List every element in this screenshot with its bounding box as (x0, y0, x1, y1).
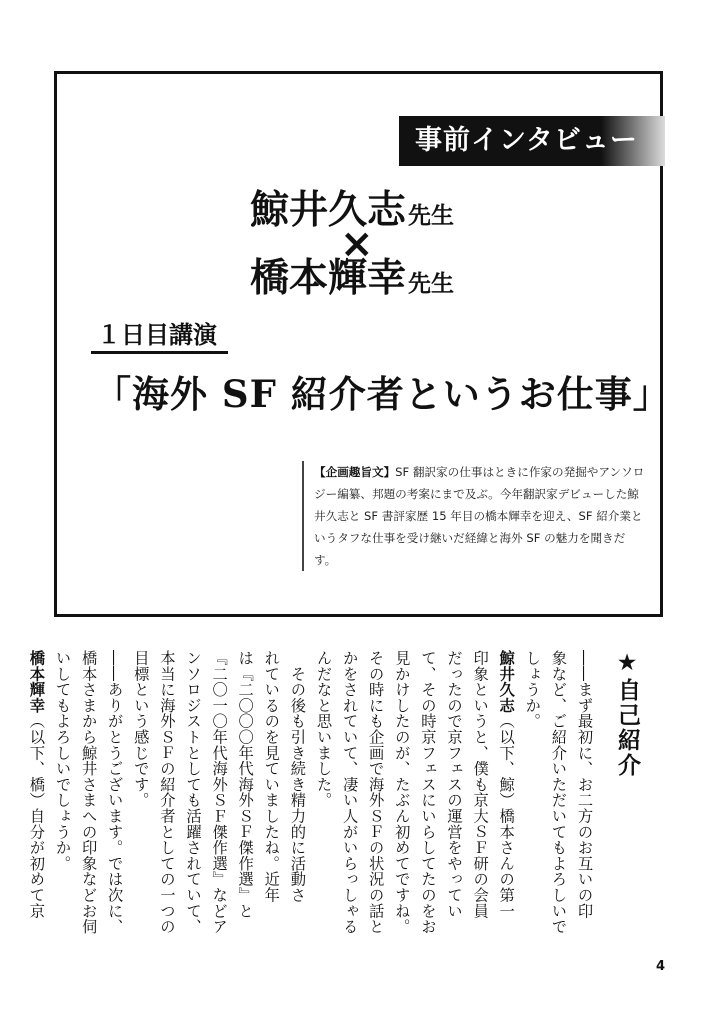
text-line: （以下、橋）自分が初めて京 (27, 713, 46, 919)
text-column (50, 650, 74, 930)
text-line: 本当に海外ＳＦの紹介者としての一つの (157, 650, 176, 935)
text-line: だったので京フェスの運営をやってい (445, 650, 463, 919)
text-column (259, 650, 283, 930)
section-heading: ★自己紹介 (614, 650, 640, 778)
guest-name-2 (250, 256, 454, 307)
text-column (102, 650, 126, 935)
text-line: かをされていて、凄い人がいらっしゃる (340, 650, 359, 935)
text-column (442, 650, 466, 930)
page-number: 4 (656, 959, 666, 974)
text-line: 目標という感じです。 (131, 650, 150, 808)
guest-1-name: 鯨井久志 (250, 188, 407, 233)
text-column (572, 650, 596, 930)
text-line: 橋本さまから鯨井さまへの印象などお伺 (79, 650, 98, 935)
speaker-name: 橋本輝幸 (27, 650, 46, 714)
text-line: 『二〇一〇年代海外ＳＦ傑作選』などア (210, 650, 229, 935)
interview-banner: 事前インタビュー (399, 116, 665, 166)
text-line: れているのを見ていましたね。近年 (262, 650, 281, 903)
text-line: て、その時京フェスにいらしてたのをお (418, 650, 437, 935)
text-column (181, 650, 205, 935)
text-column (76, 650, 100, 935)
text-column (520, 650, 544, 930)
guest-2-name: 橋本輝幸 (250, 256, 407, 301)
text-column (311, 650, 335, 930)
abstract-label: 【企画趣旨文】 (314, 465, 396, 479)
text-column (494, 650, 518, 930)
text-column (285, 650, 309, 930)
text-line: いしてもよろしいでしょうか。 (53, 650, 72, 872)
guest-1-honorific: 先生 (408, 203, 455, 229)
text-line: しょうか。 (523, 650, 542, 729)
text-column (337, 650, 361, 935)
text-line: んだなと思いました。 (314, 650, 333, 808)
guest-2-honorific: 先生 (408, 271, 455, 297)
text-line: は『二〇〇〇年代海外ＳＦ傑作選』と (236, 650, 255, 919)
text-line: 印象というと、僕も京大ＳＦ研の会員 (471, 650, 490, 919)
text-line: 象など、ご紹介いただいてもよろしいで (549, 650, 568, 935)
lecture-title: 「海外 SF 紹介者というお仕事」 (94, 372, 671, 416)
abstract-box (302, 461, 645, 571)
abstract-text: SF 翻訳家の仕事はときに作家の発掘やアンソロジー編纂、邦題の考案にまで及ぶ。今年翻訳家デビューした鯨井久志と SF 書評家歴 15 年目の橋本輝幸を迎え、SF 紹介業というタフな仕事を受け継いだ経緯と海外 SF の魅力を聞きだす。 (314, 465, 645, 567)
text-column (128, 650, 152, 930)
speaker-name: 鯨井久志 (497, 650, 516, 714)
text-line: ――まず最初に、お二方のお互いの印 (575, 650, 594, 919)
text-line: ンソロジストとしても活躍されていて、 (184, 650, 202, 935)
cross-mark: × (340, 221, 374, 267)
text-column (363, 650, 387, 935)
text-line: その時にも企画で海外ＳＦの状況の話と (366, 650, 385, 935)
text-line: ――ありがとうございます。では次に、 (105, 650, 124, 935)
text-line: （以下、鯨）橋本さんの第一 (497, 713, 516, 919)
text-column (233, 650, 257, 930)
text-column (24, 650, 48, 930)
text-line: 見かけしたのが、たぶん初めてですね。 (392, 650, 411, 935)
text-column (546, 650, 570, 935)
text-column (468, 650, 492, 930)
text-column (154, 650, 178, 935)
day-label: １日目講演 (91, 318, 228, 354)
text-line: その後も引き続き精力的に活動さ (288, 650, 307, 903)
text-column (389, 650, 413, 935)
text-column (207, 650, 231, 935)
text-column (415, 650, 439, 935)
